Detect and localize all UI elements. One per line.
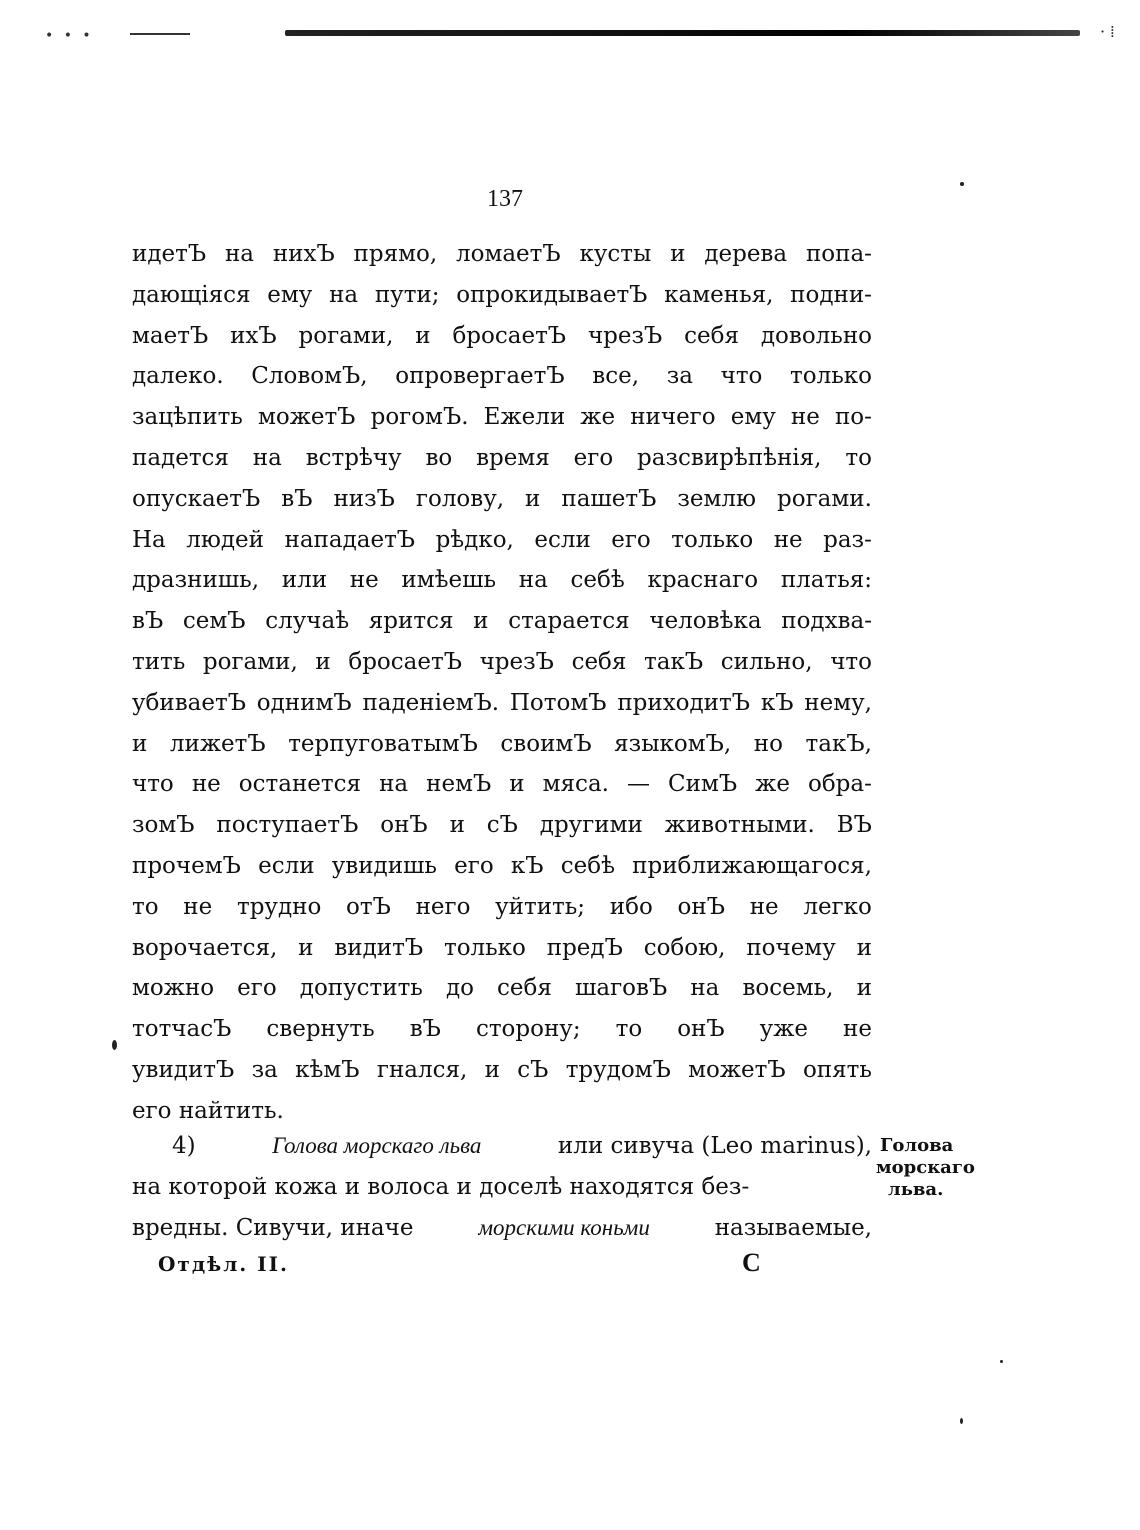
margin-note <box>876 1135 975 1201</box>
page-speck <box>960 1418 963 1424</box>
text-line: На людей нападаетЪ рѣдко, если его только не раз- <box>132 526 872 553</box>
signature-mark: C <box>742 1248 761 1277</box>
italic-term: Голова морскаго льва <box>272 1133 482 1158</box>
text-span: на которой кожа и волоса и доселѣ находятся без- <box>132 1173 750 1200</box>
text-line: ворочается, и видитЪ только предЪ собою, почему и <box>132 934 872 961</box>
top-edge-dots: • • • <box>45 28 94 44</box>
text-line: тотчасЪ свернуть вЪ сторону; то онЪ уже не <box>132 1016 872 1043</box>
text-line <box>132 1126 872 1167</box>
text-line: дразнишь, или не имѣешь на себѣ краснаго платья: <box>132 567 872 594</box>
top-rule-fragment <box>130 33 190 35</box>
text-line: то не трудно отЪ него уйтить; ибо онЪ не легко <box>132 893 872 920</box>
body-text <box>132 234 872 1132</box>
text-line: зацѣпить можетЪ рогомЪ. Ежели же ничего ему не по- <box>132 404 872 431</box>
text-line: тить рогами, и бросаетЪ чрезЪ себя такЪ сильно, что <box>132 648 872 675</box>
top-edge-marks: · ⁞ <box>1100 22 1115 41</box>
text-line: прочемЪ если увидишь его кЪ себѣ приближающагося, <box>132 852 872 879</box>
section-footer: Отдѣл. II. <box>158 1252 289 1276</box>
text-line <box>132 1208 872 1249</box>
text-line <box>132 1167 872 1208</box>
top-rule <box>285 30 1080 36</box>
text-span: вредны. Сивучи, иначе <box>132 1214 414 1241</box>
page-speck <box>1000 1360 1003 1363</box>
paragraph-item-4 <box>132 1126 872 1248</box>
text-line: далеко. СловомЪ, опровергаетЪ все, за что только <box>132 363 872 390</box>
page-speck <box>960 182 964 186</box>
text-line: его найтить. <box>132 1097 284 1124</box>
text-line: идетЪ на нихЪ прямо, ломаетЪ кусты и дерева попа- <box>132 241 872 267</box>
page-number: 137 <box>487 186 523 212</box>
text-line: убиваетЪ однимЪ паденіемЪ. ПотомЪ приходитЪ кЪ нему, <box>132 689 872 716</box>
text-line: зомЪ поступаетЪ онЪ и сЪ другими животными. ВЪ <box>132 812 872 839</box>
text-span: называемые, <box>714 1214 872 1241</box>
text-line: можно его допустить до себя шаговЪ на восемь, и <box>132 975 872 1002</box>
text-line: вЪ семЪ случаѣ ярится и старается человѣка подхва- <box>132 608 872 635</box>
text-line: маетЪ ихЪ рогами, и бросаетЪ чрезЪ себя довольно <box>132 322 872 349</box>
text-span: или сивуча (Leo marinus), <box>557 1133 872 1159</box>
text-line: что не останется на немЪ и мяса. — СимЪ же обра- <box>132 771 872 798</box>
italic-term: морскими коньми <box>478 1214 650 1240</box>
item-number: 4) <box>172 1133 196 1159</box>
text-line: падется на встрѣчу во время его разсвирѣпѣнія, то <box>132 444 872 471</box>
text-line: и лижетЪ терпуговатымЪ своимЪ языкомЪ, но такЪ, <box>132 730 872 757</box>
page-speck <box>112 1040 117 1050</box>
margin-note-line: льва. <box>888 1179 944 1200</box>
text-line: опускаетЪ вЪ низЪ голову, и пашетЪ землю рогами. <box>132 485 872 512</box>
margin-note-line: Голова <box>880 1135 954 1156</box>
margin-note-line: морскаго <box>876 1157 975 1178</box>
text-line: дающіяся ему на пути; опрокидываетЪ каменья, подни- <box>132 281 872 308</box>
text-line: увидитЪ за кѣмЪ гнался, и сЪ трудомЪ можетЪ опять <box>132 1056 872 1083</box>
